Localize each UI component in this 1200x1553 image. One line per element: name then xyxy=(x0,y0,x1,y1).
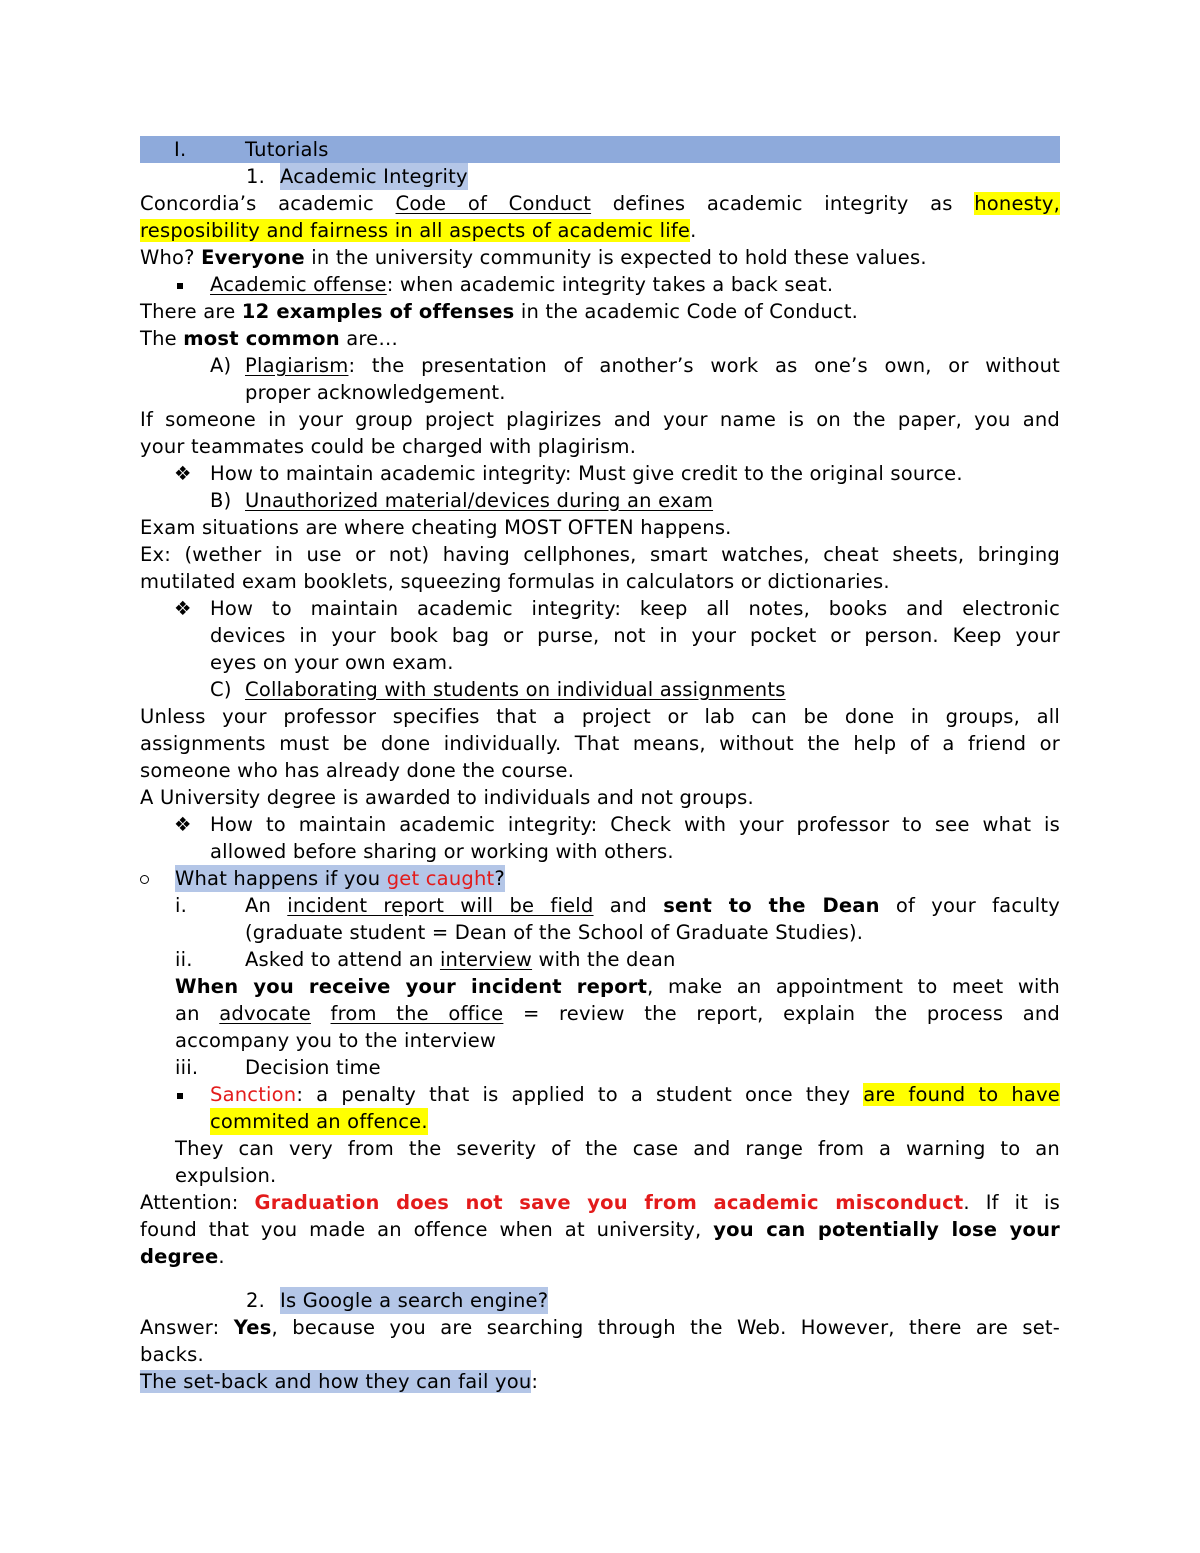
incident-report-link[interactable]: incident report will be field xyxy=(287,894,594,917)
tip-check-professor-l1: ❖ How to maintain academic integrity: Check with your professor to see what is xyxy=(174,813,1060,836)
topic-number: 1. xyxy=(246,165,266,188)
paragraph-group-project-l1: If someone in your group project plagirizes and your name is on the paper, you and xyxy=(140,408,1060,431)
topic-title: Academic Integrity xyxy=(280,165,468,188)
diamond-bullet-icon: ❖ xyxy=(174,597,192,620)
paragraph-most-common: The most common are… xyxy=(140,327,399,350)
step-iii: iii. Decision time xyxy=(175,1056,381,1079)
paragraph-incident-report-l3: accompany you to the interview xyxy=(175,1029,497,1052)
paragraph-attention-l2: found that you made an offence when at university, you can potentially lose your xyxy=(140,1218,1060,1241)
paragraph-unless-l2: assignments must be done individually. That means, without the help of a friend or xyxy=(140,732,1060,755)
topic-heading-1 xyxy=(140,163,1060,190)
paragraph-exam-situations: Exam situations are where cheating MOST OFTEN happens. xyxy=(140,516,732,539)
paragraph-answer-l1: Answer: Yes, because you are searching through the Web. However, there are set- xyxy=(140,1316,1060,1339)
paragraph-example-l2: mutilated exam booklets, squeezing formulas in calculators or dictionaries. xyxy=(140,570,890,593)
advocate-link[interactable]: advocate xyxy=(219,1002,311,1025)
paragraph-degree-awarded: A University degree is awarded to individuals and not groups. xyxy=(140,786,754,809)
bullet-academic-offense: Academic offense: when academic integrity takes a back seat. xyxy=(140,271,1060,298)
paragraph-incident-report-l2: an advocate from the office = review the report, explain the process and xyxy=(175,1002,1061,1025)
step-i-l1: i. An incident report will be field and sent to the Dean of your faculty xyxy=(175,894,1061,917)
from-the-office-link[interactable]: from the office xyxy=(330,1002,504,1025)
document-body xyxy=(140,136,1060,1395)
paragraph-set-back: The set-back and how they can fail you: xyxy=(140,1370,539,1393)
highlight-values: resposibility and fairness in all aspects of academic life xyxy=(140,219,691,242)
circle-bullet-icon xyxy=(140,865,149,892)
unauthorized-material-link[interactable]: Unauthorized material/devices during an exam xyxy=(245,489,714,512)
paragraph-answer-l2: backs. xyxy=(140,1343,204,1366)
topic-title: Is Google a search engine? xyxy=(280,1289,549,1312)
paragraph-examples: There are 12 examples of offenses in the academic Code of Conduct. xyxy=(140,300,859,323)
paragraph-definition-l2: resposibility and fairness in all aspects of academic life. xyxy=(140,219,697,242)
square-bullet-icon xyxy=(177,1081,183,1108)
section-heading xyxy=(140,136,1060,163)
tip-credit-source: ❖ How to maintain academic integrity: Must give credit to the original source. xyxy=(174,462,963,485)
bullet-sanction-l1: Sanction: a penalty that is applied to a student once they are found to have xyxy=(140,1081,1060,1108)
diamond-bullet-icon: ❖ xyxy=(174,462,192,485)
topic-number: 2. xyxy=(246,1289,266,1312)
tip-notes-l1: ❖ How to maintain academic integrity: keep all notes, books and electronic xyxy=(174,597,1060,620)
academic-offense-link[interactable]: Academic offense xyxy=(210,273,387,296)
tip-check-professor-l2: allowed before sharing or working with others. xyxy=(210,840,674,863)
item-c-collaborating: C) Collaborating with students on individual assignments xyxy=(210,678,786,701)
paragraph-severity-l1: They can very from the severity of the case and range from a warning to an xyxy=(175,1137,1060,1160)
collaborating-link[interactable]: Collaborating with students on individual assignments xyxy=(245,678,786,701)
step-i-l2: (graduate student = Dean of the School of Graduate Studies). xyxy=(245,921,864,944)
tip-notes-l2: devices in your book bag or purse, not in your pocket or person. Keep your xyxy=(210,624,1060,647)
topic-heading-2 xyxy=(140,1287,1060,1314)
diamond-bullet-icon: ❖ xyxy=(174,813,192,836)
highlight-values: honesty, xyxy=(974,192,1061,215)
interview-link[interactable]: interview xyxy=(439,948,533,971)
paragraph-who: Who? Everyone in the university community is expected to hold these values. xyxy=(140,246,927,269)
paragraph-unless-l3: someone who has already done the course. xyxy=(140,759,575,782)
paragraph-definition-l1: Concordia’s academic Code of Conduct defines academic integrity as honesty, xyxy=(140,192,1061,215)
code-of-conduct-link[interactable]: Code of Conduct xyxy=(395,192,592,215)
paragraph-example-l1: Ex: (wether in use or not) having cellphones, smart watches, cheat sheets, bringing xyxy=(140,543,1060,566)
paragraph-attention-l1: Attention: Graduation does not save you from academic misconduct. If it is xyxy=(140,1191,1060,1214)
step-ii: ii. Asked to attend an interview with the dean xyxy=(175,948,676,971)
item-a-plagiarism-l2: proper acknowledgement. xyxy=(245,381,506,404)
section-title: Tutorials xyxy=(245,138,329,161)
square-bullet-icon xyxy=(177,271,183,298)
paragraph-attention-l3: degree. xyxy=(140,1245,225,1268)
paragraph-group-project-l2: your teammates could be charged with plagirism. xyxy=(140,435,637,458)
paragraph-severity-l2: expulsion. xyxy=(175,1164,277,1187)
item-a-plagiarism-l1: A) Plagiarism: the presentation of another’s work as one’s own, or without xyxy=(210,354,1060,377)
question-get-caught xyxy=(140,865,1060,892)
paragraph-incident-report-l1: When you receive your incident report, make an appointment to meet with xyxy=(175,975,1060,998)
section-numeral: I. xyxy=(174,138,187,161)
bullet-sanction-l2: commited an offence. xyxy=(210,1110,428,1133)
paragraph-unless-l1: Unless your professor specifies that a project or lab can be done in groups, all xyxy=(140,705,1060,728)
tip-notes-l3: eyes on your own exam. xyxy=(210,651,454,674)
plagiarism-link[interactable]: Plagiarism xyxy=(245,354,349,377)
question-highlight: What happens if you get caught? xyxy=(175,867,505,890)
item-b-unauthorized: B) Unauthorized material/devices during an exam xyxy=(210,489,714,512)
